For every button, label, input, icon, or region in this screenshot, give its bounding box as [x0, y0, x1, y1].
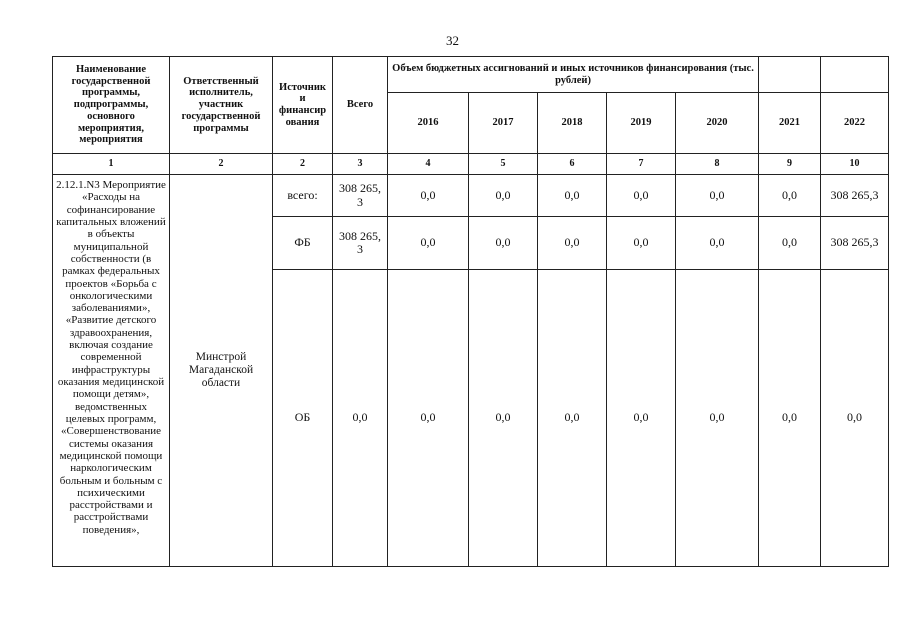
value-cell: 0,0 — [676, 175, 759, 217]
value-cell: 0,0 — [388, 217, 469, 270]
header-year: 2016 — [388, 93, 469, 154]
value-cell: 0,0 — [538, 175, 607, 217]
column-number-row — [53, 154, 889, 175]
value-cell: 0,0 — [607, 217, 676, 270]
value-cell: 0,0 — [759, 270, 821, 567]
value-cell: 0,0 — [759, 175, 821, 217]
header-year: 2020 — [676, 93, 759, 154]
column-number: 9 — [759, 154, 821, 175]
value-cell: 0,0 — [676, 217, 759, 270]
header-empty-2022 — [821, 57, 889, 93]
value-cell: 0,0 — [759, 217, 821, 270]
header-volume: Объем бюджетных ассигнований и иных источников финансирования (тыс. рублей) — [388, 57, 759, 93]
column-number: 6 — [538, 154, 607, 175]
value-cell: 0,0 — [469, 270, 538, 567]
value-cell: 0,0 — [388, 175, 469, 217]
header-year: 2021 — [759, 93, 821, 154]
header-executor: Ответственный исполнитель, участник государственной программы — [170, 57, 273, 154]
header-empty-2021 — [759, 57, 821, 93]
column-number: 2 — [170, 154, 273, 175]
header-year: 2017 — [469, 93, 538, 154]
value-cell: 0,0 — [821, 270, 889, 567]
column-number: 3 — [333, 154, 388, 175]
total-cell: 308 265, 3 — [333, 175, 388, 217]
value-cell: 0,0 — [538, 270, 607, 567]
value-cell: 0,0 — [607, 270, 676, 567]
value-cell: 0,0 — [388, 270, 469, 567]
header-source: Источник и финансир ования — [273, 57, 333, 154]
column-number: 5 — [469, 154, 538, 175]
value-cell: 0,0 — [538, 217, 607, 270]
header-year: 2019 — [607, 93, 676, 154]
column-number: 10 — [821, 154, 889, 175]
source-cell: ФБ — [273, 217, 333, 270]
header-program-name: Наименование государственной программы, подпрограммы, основного мероприятия, мероприятия — [53, 57, 170, 154]
column-number: 8 — [676, 154, 759, 175]
executor-cell: Минстрой Магаданской области — [170, 175, 273, 567]
value-cell: 0,0 — [607, 175, 676, 217]
column-number: 4 — [388, 154, 469, 175]
table-row-total — [53, 175, 889, 217]
value-cell: 308 265,3 — [821, 175, 889, 217]
header-row-top — [53, 57, 889, 93]
budget-table — [52, 56, 889, 567]
header-year: 2022 — [821, 93, 889, 154]
source-cell: всего: — [273, 175, 333, 217]
value-cell: 0,0 — [469, 175, 538, 217]
column-number: 2 — [273, 154, 333, 175]
header-total: Всего — [333, 57, 388, 154]
total-cell: 308 265, 3 — [333, 217, 388, 270]
source-cell: ОБ — [273, 270, 333, 567]
column-number: 1 — [53, 154, 170, 175]
value-cell: 308 265,3 — [821, 217, 889, 270]
value-cell: 0,0 — [676, 270, 759, 567]
total-cell: 0,0 — [333, 270, 388, 567]
column-number: 7 — [607, 154, 676, 175]
measure-description: 2.12.1.N3 Мероприятие «Расходы на софинансирование капитальных вложений в объекты муниципальной собственности (в рамках федеральных проектов «Борьба с онкологическими заболеваниями», «Развитие детского здравоохранения, включая создание современной инфраструктуры оказания медицинской помощи детям», ведомственных целевых программ, «Совершенствование системы оказания медицинской помощи наркологическим больным и больным с психическими расстройствами и расстройствами поведения», — [53, 175, 170, 567]
header-year: 2018 — [538, 93, 607, 154]
value-cell: 0,0 — [469, 217, 538, 270]
page-number: 32 — [446, 33, 459, 48]
